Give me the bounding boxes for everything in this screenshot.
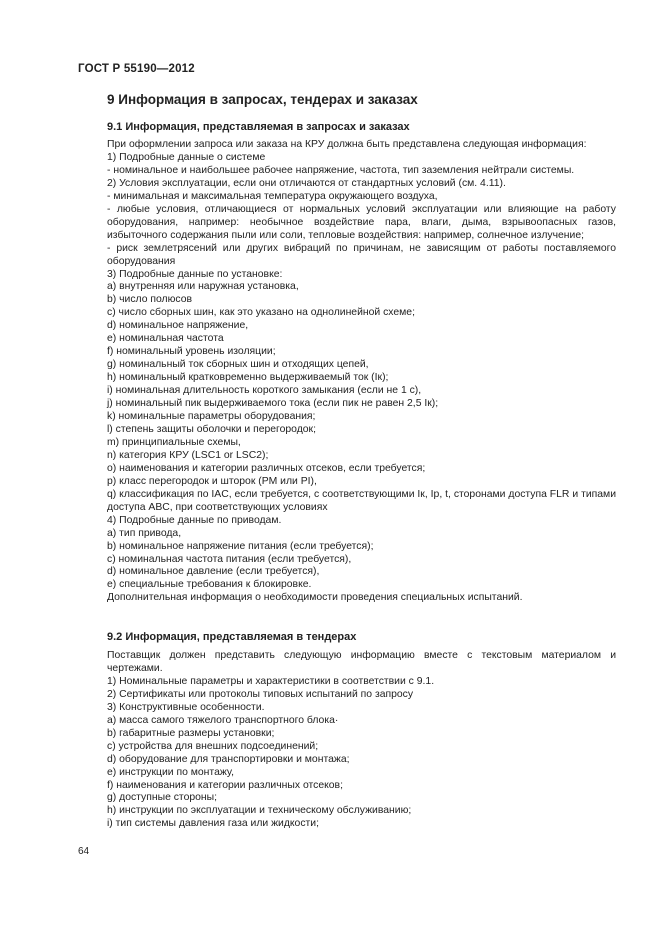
paragraph-line: 3) Подробные данные по установке: bbox=[107, 268, 283, 280]
paragraph-line: d) номинальное давление (если требуется), bbox=[107, 566, 320, 578]
paragraph-line: i) тип системы давления газа или жидкости; bbox=[107, 818, 319, 830]
paragraph-line: 3) Конструктивные особенности. bbox=[107, 701, 265, 713]
paragraph-line: - минимальная и максимальная температура окружающего воздуха, bbox=[107, 190, 438, 202]
paragraph-line: g) доступные стороны; bbox=[107, 792, 217, 804]
paragraph-line: c) номинальная частота питания (если требуется), bbox=[107, 553, 352, 565]
paragraph-line: b) габаритные размеры установки; bbox=[107, 727, 275, 739]
paragraph-line: - номинальное и наибольшее рабочее напряжение, частота, тип заземления нейтрали системы. bbox=[107, 164, 575, 176]
paragraph-line: g) номинальный ток сборных шин и отходящих цепей, bbox=[107, 359, 369, 371]
paragraph-line: i) номинальная длительность короткого замыкания (если не 1 с), bbox=[107, 385, 422, 397]
section-9-1-body bbox=[78, 139, 616, 605]
paragraph-line: a) внутренняя или наружная установка, bbox=[107, 281, 299, 293]
section-9-title: 9 Информация в запросах, тендерах и заказах bbox=[107, 92, 418, 107]
paragraph-line: l) степень защиты оболочки и перегородок; bbox=[107, 423, 316, 435]
paragraph-line: 2) Условия эксплуатации, если они отличаются от стандартных условий (см. 4.11). bbox=[107, 177, 506, 189]
paragraph-line: e) инструкции по монтажу, bbox=[107, 766, 234, 778]
paragraph-line: p) класс перегородок и шторок (PM или PI), bbox=[107, 475, 317, 487]
paragraph-line: c) устройства для внешних подсоединений; bbox=[107, 740, 319, 752]
paragraph-line: 2) Сертификаты или протоколы типовых испытаний по запросу bbox=[107, 688, 414, 700]
paragraph-line: m) принципиальные схемы, bbox=[107, 436, 241, 448]
paragraph-line: e) номинальная частота bbox=[107, 333, 224, 345]
paragraph-line: h) номинальный кратковременно выдерживаемый ток (Iк); bbox=[107, 372, 389, 384]
paragraph-line: Дополнительная информация о необходимости проведения специальных испытаний. bbox=[107, 592, 523, 604]
paragraph-line: d) номинальное напряжение, bbox=[107, 320, 249, 332]
page-number: 64 bbox=[78, 846, 90, 857]
paragraph-line: h) инструкции по эксплуатации и техническому обслуживанию; bbox=[107, 805, 412, 817]
paragraph-line: b) число полюсов bbox=[107, 294, 193, 306]
paragraph-line: k) номинальные параметры оборудования; bbox=[107, 411, 316, 423]
paragraph-line: 4) Подробные данные по приводам. bbox=[107, 514, 282, 526]
paragraph-line: q) классификация по IAC, если требуется, с соответствующими Iк, Iр, t, сторонами доступа FLR и типами доступа ABC, при соответствующих условиях bbox=[107, 488, 616, 513]
paragraph-line: 1) Подробные данные о системе bbox=[107, 151, 266, 163]
paragraph-line: Поставщик должен представить следующую информацию вместе с текстовым материалом и чертежами. bbox=[107, 650, 616, 674]
paragraph-line: o) наименования и категории различных отсеков, если требуется; bbox=[107, 462, 426, 474]
paragraph-line: При оформлении запроса или заказа на КРУ должна быть представлена следующая информация: bbox=[107, 139, 587, 150]
paragraph-line: f) наименования и категории различных отсеков; bbox=[107, 779, 343, 791]
paragraph-line: a) тип привода, bbox=[107, 527, 182, 539]
paragraph-line: e) специальные требования к блокировке. bbox=[107, 579, 312, 591]
paragraph-line: - риск землетрясений или других вибраций по причинам, не зависящим от работы поставляемого оборудования bbox=[107, 242, 616, 267]
paragraph-line: c) число сборных шин, как это указано на однолинейной схеме; bbox=[107, 307, 415, 319]
paragraph-line: b) номинальное напряжение питания (если требуется); bbox=[107, 540, 374, 552]
section-9-1-title: 9.1 Информация, представляемая в запросах и заказах bbox=[107, 121, 410, 133]
paragraph-line: j) номинальный пик выдерживаемого тока (если пик не равен 2,5 Iк); bbox=[107, 398, 439, 410]
paragraph-line: d) оборудование для транспортировки и монтажа; bbox=[107, 753, 350, 765]
paragraph-line: a) масса самого тяжелого транспортного блока· bbox=[107, 714, 339, 726]
paragraph-line: 1) Номинальные параметры и характеристики в соответствии с 9.1. bbox=[107, 675, 435, 687]
paragraph-line: f) номинальный уровень изоляции; bbox=[107, 346, 276, 358]
section-9-2-title: 9.2 Информация, представляемая в тендерах bbox=[107, 631, 357, 643]
paragraph-line: n) категория КРУ (LSC1 or LSC2); bbox=[107, 449, 269, 461]
paragraph-line: - любые условия, отличающиеся от нормальных условий эксплуатации или влияющие на работу оборудования, например: необычное воздействие пара, влаги, дыма, взрывоопасных газов, избыточного содержания пыли или соли, тепловые воздействия: например, солнечное излучение; bbox=[107, 203, 616, 241]
section-9-2-body bbox=[78, 650, 616, 831]
standard-header: ГОСТ Р 55190—2012 bbox=[78, 63, 195, 75]
